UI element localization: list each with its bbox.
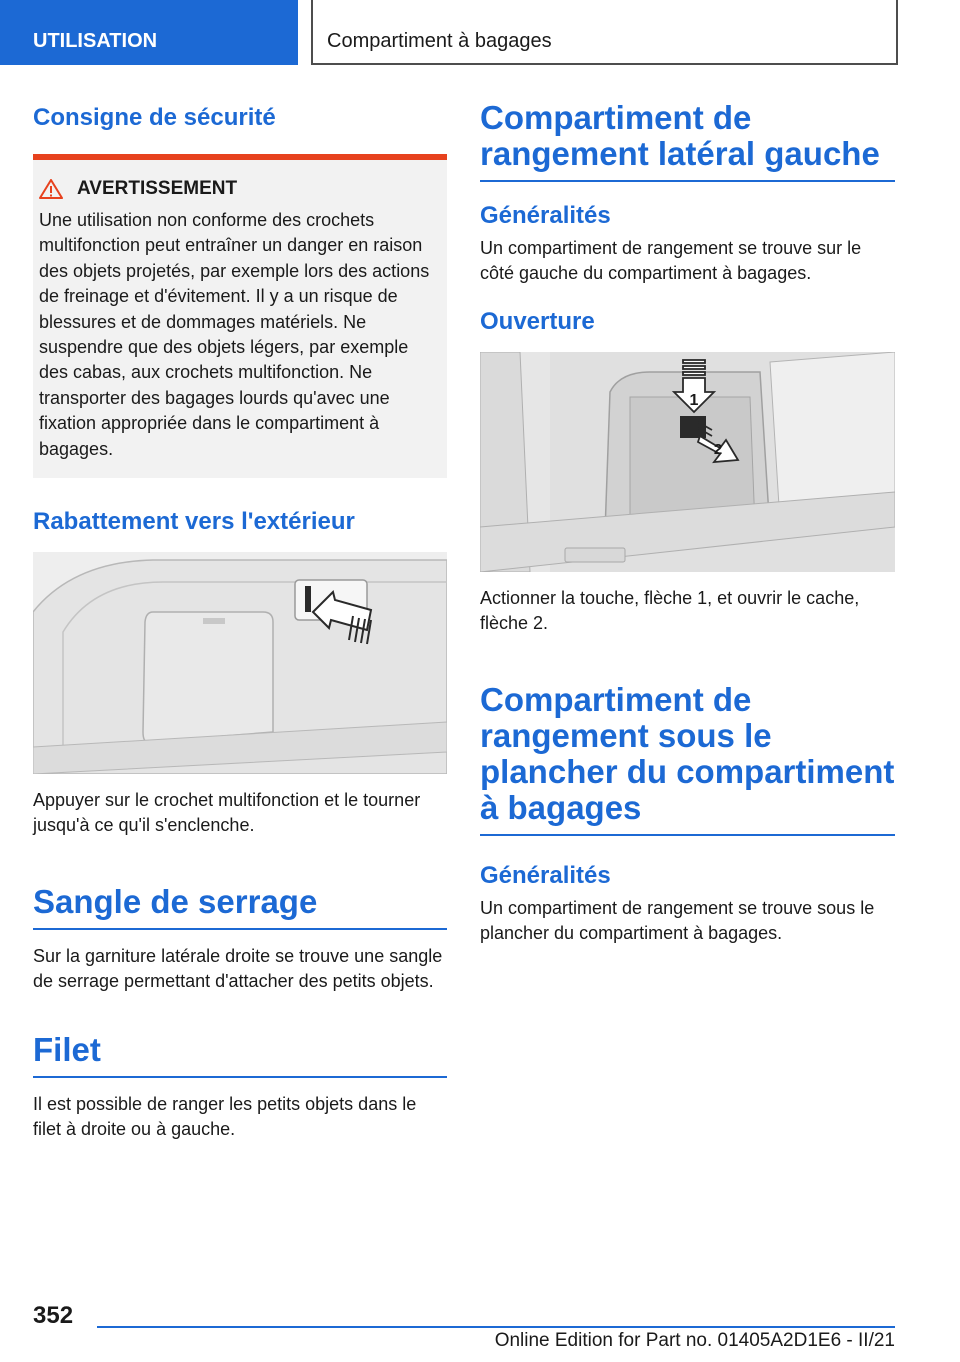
arrow-2-label: 2 bbox=[713, 441, 723, 458]
page-number: 352 bbox=[33, 1302, 74, 1329]
chapter-tab bbox=[311, 0, 898, 65]
side-compartment-heading: Compartiment de rangement latéral gauche bbox=[480, 100, 895, 182]
net-heading: Filet bbox=[33, 1032, 447, 1078]
edition-text: Online Edition for Part no. 01405A2D1E6 - II/21 bbox=[494, 1330, 895, 1351]
warning-header bbox=[39, 178, 439, 200]
floor-compartment-heading: Compartiment de rangement sous le plancher du compartiment à bagages bbox=[480, 682, 895, 836]
floor-general-text: Un compartiment de rangement se trouve sous le plancher du compartiment à bagages. bbox=[480, 898, 875, 943]
side-general-text: Un compartiment de rangement se trouve sur le côté gauche du compartiment à bagages. bbox=[480, 238, 862, 283]
warning-text: Une utilisation non conforme des crochets multifonction peut entraîner un danger en raison des objets projetés, par exemple lors des actions de freinage et d'évitement. Il y a un risque de blessures et de dommages matériels. Ne suspendre que des objets légers, par exemple des cabas, aux crochets multifonction. Ne transporter des bagages lourds qu'avec une fixation appropriée dans le compartiment à bagages. bbox=[39, 210, 430, 459]
warning-label: AVERTISSEMENT bbox=[77, 178, 238, 199]
opening-text: Actionner la touche, flèche 1, et ouvrir le cache, flèche 2. bbox=[480, 588, 860, 633]
strap-heading: Sangle de serrage bbox=[33, 884, 447, 930]
opening-heading: Ouverture bbox=[480, 308, 595, 335]
hook-illustration bbox=[33, 552, 447, 774]
folding-heading: Rabattement vers l'extérieur bbox=[33, 508, 355, 536]
folding-text: Appuyer sur le crochet multifonction et le tourner jusqu'à ce qu'il s'enclenche. bbox=[33, 790, 421, 836]
strap-text: Sur la garniture latérale droite se trouve une sangle de serrage permettant d'attacher des petits objets. bbox=[33, 946, 443, 992]
footer-rule bbox=[97, 1326, 895, 1328]
chapter-title: Compartiment à bagages bbox=[327, 30, 552, 52]
arrow-1-label: 1 bbox=[689, 392, 699, 409]
net-text: Il est possible de ranger les petits objets dans le filet à droite ou à gauche. bbox=[33, 1094, 417, 1140]
warning-box bbox=[33, 154, 447, 478]
left-column bbox=[33, 100, 447, 1142]
floor-general-heading: Généralités bbox=[480, 862, 611, 889]
side-compartment-illustration bbox=[480, 352, 895, 572]
section-title: UTILISATION bbox=[33, 30, 158, 52]
safety-heading: Consigne de sécurité bbox=[33, 104, 276, 131]
right-column bbox=[480, 100, 895, 946]
warning-triangle-icon bbox=[39, 179, 63, 199]
section-tab bbox=[0, 0, 298, 65]
side-general-heading: Généralités bbox=[480, 202, 611, 229]
